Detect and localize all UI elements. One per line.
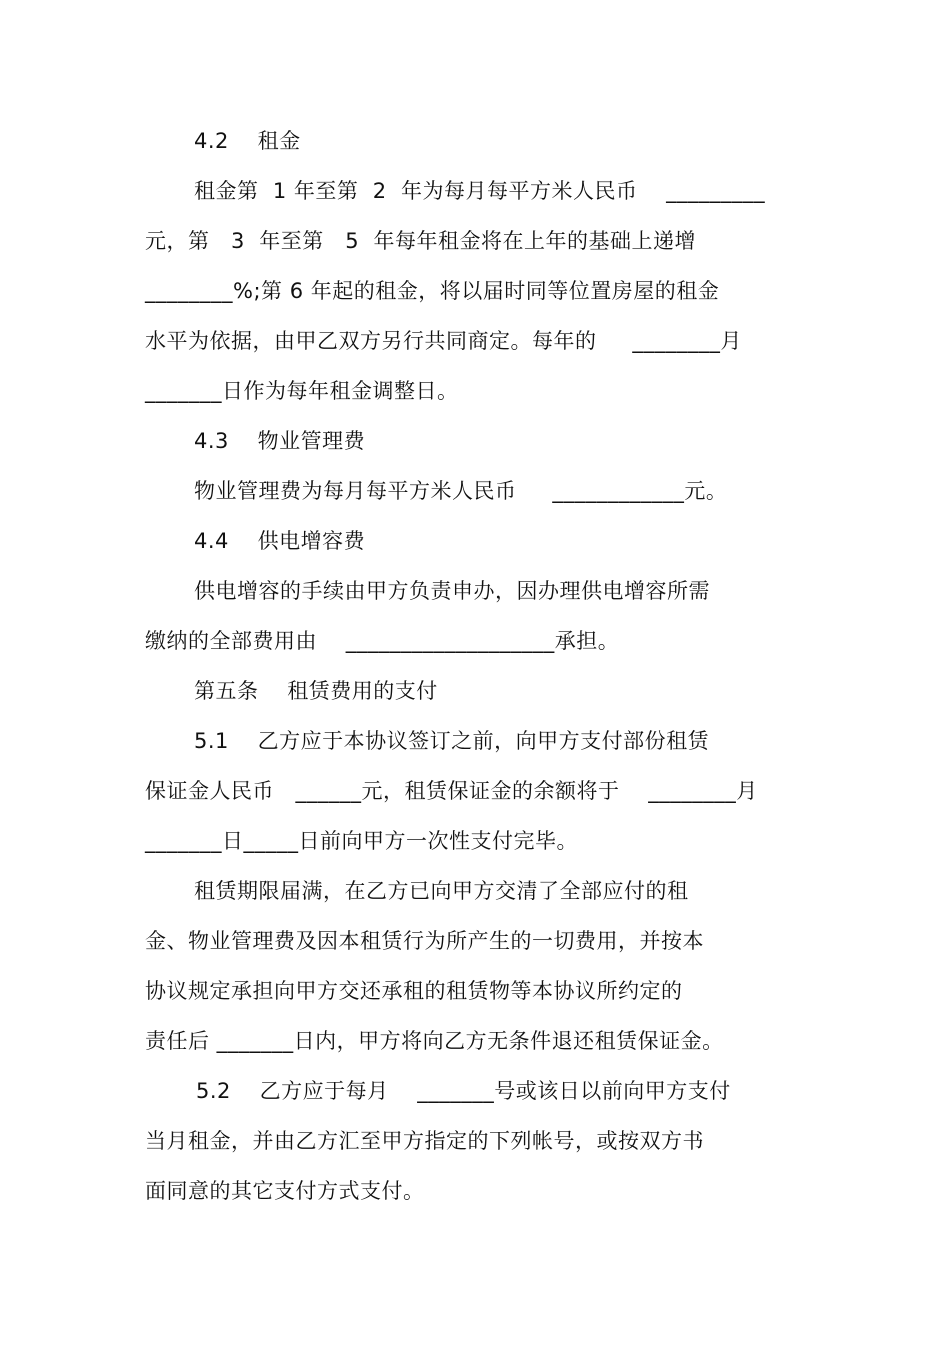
paragraph-line: 元，第 3 年至第 5 年每年租金将在上年的基础上递增 bbox=[145, 229, 696, 253]
section-heading-4-3: 4.3 物业管理费 bbox=[194, 429, 366, 453]
paragraph-line: 物业管理费为每月每平方米人民币 ____________元。 bbox=[194, 479, 728, 503]
paragraph-line: 租金第 1 年至第 2 年为每月每平方米人民币 _________ bbox=[194, 179, 766, 203]
paragraph-line: 缴纳的全部费用由 ___________________承担。 bbox=[145, 629, 620, 653]
paragraph-line: 金、物业管理费及因本租赁行为所产生的一切费用，并按本 bbox=[145, 929, 704, 953]
paragraph-line: ________%;第 6 年起的租金，将以届时同等位置房屋的租金 bbox=[145, 279, 720, 303]
section-heading-5-1: 5.1 乙方应于本协议签订之前，向甲方支付部份租赁 bbox=[194, 729, 710, 753]
section-heading-4-2: 4.2 租金 bbox=[194, 129, 301, 153]
paragraph-line: _______日作为每年租金调整日。 bbox=[145, 379, 459, 403]
paragraph-line: 协议规定承担向甲方交还承租的租赁物等本协议所约定的 bbox=[145, 979, 683, 1003]
paragraph-line: 面同意的其它支付方式支付。 bbox=[145, 1179, 425, 1203]
section-heading-4-4: 4.4 供电增容费 bbox=[194, 529, 366, 553]
paragraph-line: 供电增容的手续由甲方负责申办，因办理供电增容所需 bbox=[194, 579, 710, 603]
section-heading-5-2: 5.2 乙方应于每月 _______号或该日以前向甲方支付 bbox=[196, 1079, 731, 1103]
paragraph-line: 水平为依据，由甲乙双方另行共同商定。每年的 ________月 bbox=[145, 329, 742, 353]
paragraph-line: 保证金人民币 ______元，租赁保证金的余额将于 ________月 bbox=[145, 779, 758, 803]
article-heading-5: 第五条 租赁费用的支付 bbox=[194, 679, 438, 703]
paragraph-line: 租赁期限届满，在乙方已向甲方交清了全部应付的租 bbox=[194, 879, 689, 903]
paragraph-line: 责任后 _______日内，甲方将向乙方无条件退还租赁保证金。 bbox=[145, 1029, 724, 1053]
paragraph-line: _______日_____日前向甲方一次性支付完毕。 bbox=[145, 829, 578, 853]
paragraph-line: 当月租金，并由乙方汇至甲方指定的下列帐号，或按双方书 bbox=[145, 1129, 704, 1153]
